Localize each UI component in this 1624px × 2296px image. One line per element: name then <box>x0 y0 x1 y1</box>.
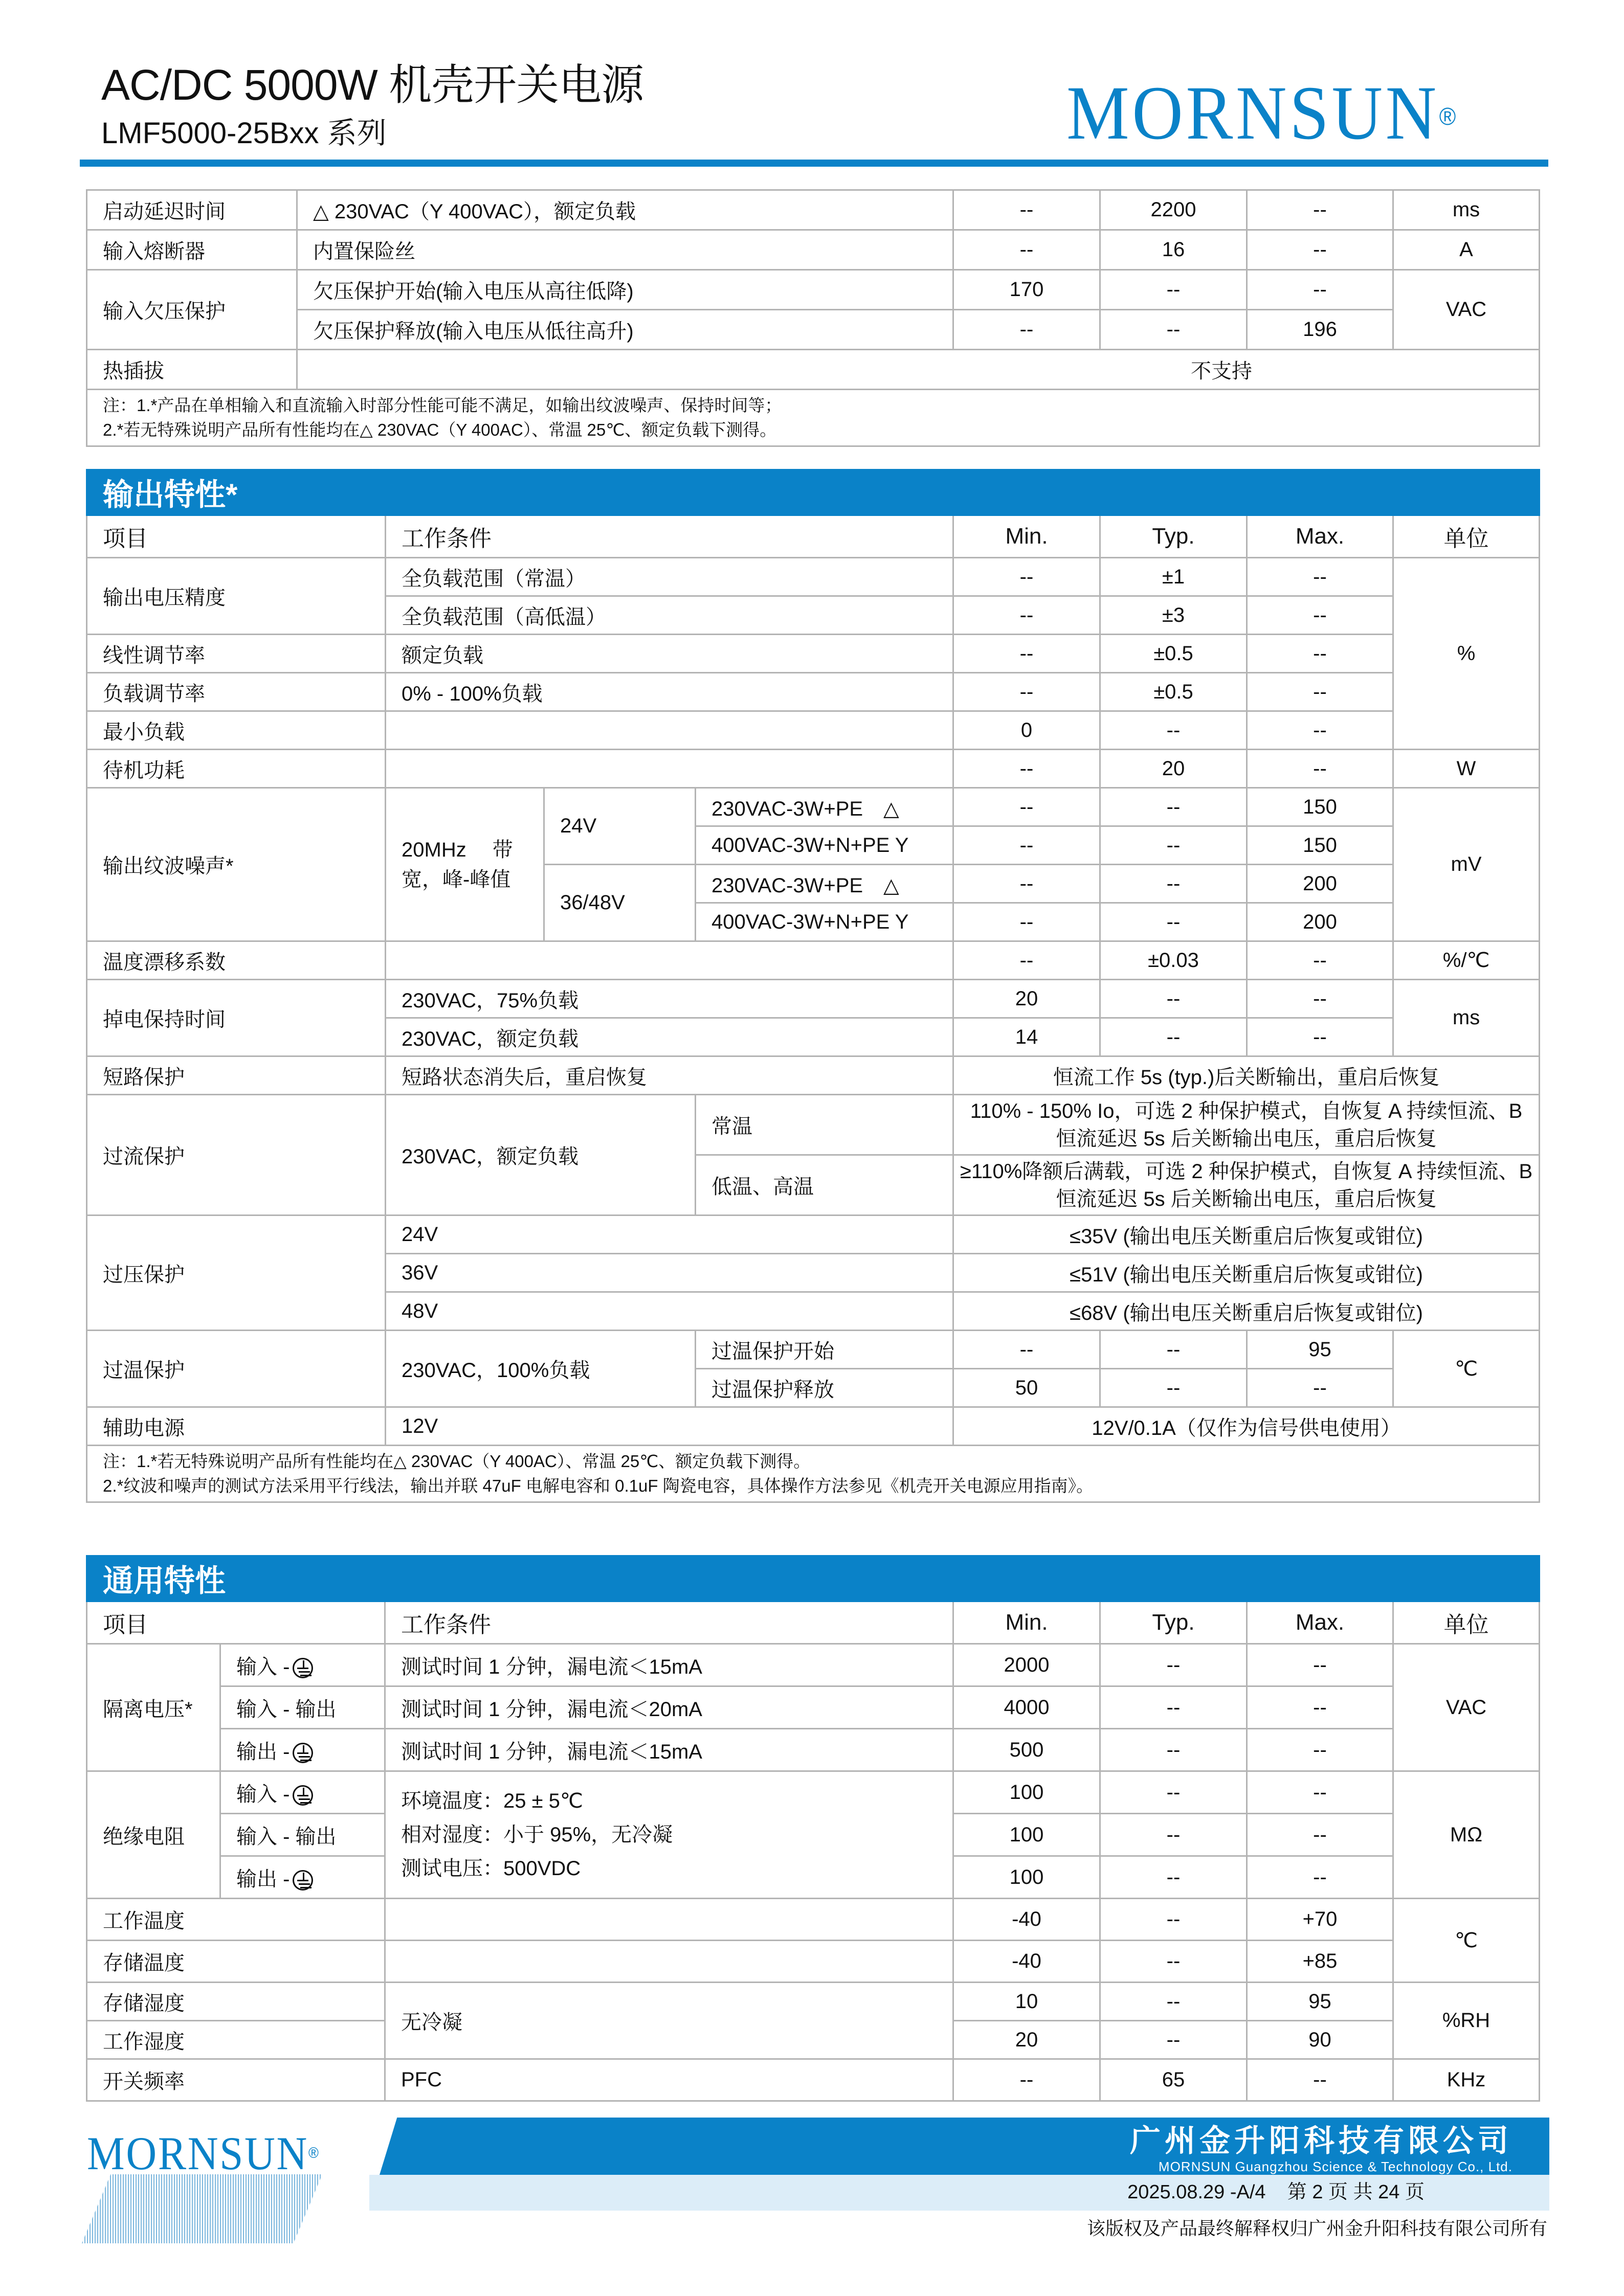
item-label: 启动延迟时间 <box>87 190 297 230</box>
table-row <box>87 2059 1540 2101</box>
min-value: 170 <box>953 270 1100 310</box>
aux-value: 12V/0.1A（仅作为信号供电使用） <box>953 1407 1540 1446</box>
sub-item <box>220 1729 385 1771</box>
table-row <box>87 350 1540 390</box>
table-row <box>87 980 1540 1018</box>
table-row <box>87 1407 1540 1446</box>
max-value: -- <box>1247 1369 1393 1407</box>
min-value: 0 <box>953 711 1100 750</box>
item-label: 存储湿度 <box>87 1983 385 2021</box>
note-1: 注：1.*若无特殊说明产品所有性能均在△ 230VAC（Y 400AC）、常温 25℃、额定负载下测得。 <box>103 1452 811 1471</box>
typ-value: -- <box>1100 865 1247 903</box>
table-row <box>87 673 1540 711</box>
blank-cell <box>385 1941 953 1983</box>
item-label: 掉电保持时间 <box>87 980 386 1056</box>
copyright: 该版权及产品最终解释权归广州金升阳科技有限公司所有 <box>1086 2218 1547 2239</box>
table-header-row <box>87 1602 1540 1644</box>
min-value: -- <box>953 558 1100 596</box>
otp-sub-condition: 过温保护开始 <box>696 1331 953 1369</box>
table-header-row <box>87 515 1540 558</box>
hot-swap-value <box>953 350 1540 390</box>
max-value: -- <box>1247 596 1393 635</box>
typ-value: -- <box>1100 1814 1247 1856</box>
max-value: -- <box>1247 1856 1393 1899</box>
date-revision: 2025.08.29 -A/4 <box>1127 2181 1266 2203</box>
notes-row <box>87 1446 1540 1502</box>
min-value: -- <box>953 1331 1100 1369</box>
ground-icon <box>293 1785 313 1806</box>
section-header <box>87 470 1540 515</box>
max-value: +85 <box>1247 1941 1393 1983</box>
ripple-input: 230VAC-3W+PE △ <box>696 865 953 903</box>
condition: 0% - 100%负载 <box>386 673 953 711</box>
typ-value: -- <box>1100 1331 1247 1369</box>
item-label: 热插拔 <box>87 350 297 390</box>
ovp-value: ≤35V (输出电压关断重启后恢复或钳位) <box>953 1215 1540 1254</box>
blank-cell <box>386 711 953 750</box>
max-value: -- <box>1247 1771 1393 1814</box>
typ-value: ±3 <box>1100 596 1247 635</box>
min-value: 14 <box>953 1018 1100 1056</box>
max-value: -- <box>1247 270 1393 310</box>
table-row <box>87 1899 1540 1941</box>
min-value: -- <box>953 788 1100 826</box>
unit: W <box>1393 750 1540 788</box>
unit: ms <box>1393 190 1540 230</box>
unit: ms <box>1393 980 1540 1056</box>
typ-value: 2200 <box>1100 190 1247 230</box>
header-divider <box>80 160 1548 167</box>
item-label: 负载调节率 <box>87 673 386 711</box>
max-value: 95 <box>1247 1331 1393 1369</box>
otp-sub-condition: 过温保护释放 <box>696 1369 953 1407</box>
mornsun-logo <box>1066 71 1456 155</box>
registered-mark: ® <box>1439 103 1456 130</box>
item-label: 存储温度 <box>87 1941 385 1983</box>
item-label: 工作湿度 <box>87 2021 385 2059</box>
input-characteristics-table <box>86 189 1540 447</box>
table-row <box>87 1056 1540 1095</box>
blank-cell <box>297 350 953 390</box>
typ-value: 16 <box>1100 230 1247 270</box>
sub-item-text: 输入 - <box>236 1655 290 1678</box>
condition: 无冷凝 <box>385 1983 953 2059</box>
document-title: AC/DC 5000W 机壳开关电源 <box>101 61 644 109</box>
sub-item-text: 输出 - <box>236 1867 290 1890</box>
sub-item <box>220 1856 385 1899</box>
min-value: 10 <box>953 1983 1100 2021</box>
table-row <box>87 558 1540 596</box>
header-item: 项目 <box>87 515 386 558</box>
typ-value: -- <box>1100 1941 1247 1983</box>
max-value: -- <box>1247 230 1393 270</box>
ovp-value: ≤68V (输出电压关断重启后恢复或钳位) <box>953 1292 1540 1331</box>
condition: 230VAC，75%负载 <box>386 980 953 1018</box>
typ-value: 65 <box>1100 2059 1247 2101</box>
unit: A <box>1393 230 1540 270</box>
typ-value: -- <box>1100 1686 1247 1729</box>
max-value: -- <box>1247 673 1393 711</box>
min-value: -- <box>953 750 1100 788</box>
min-value: -- <box>953 635 1100 673</box>
typ-value: ±0.5 <box>1100 635 1247 673</box>
condition: 测试时间 1 分钟，漏电流＜15mA <box>385 1644 953 1686</box>
item-label: 输入欠压保护 <box>87 270 297 350</box>
max-value: +70 <box>1247 1899 1393 1941</box>
typ-value: -- <box>1100 1644 1247 1686</box>
max-value: -- <box>1247 190 1393 230</box>
condition: 24V <box>386 1215 953 1254</box>
item-label: 过压保护 <box>87 1215 386 1331</box>
item-label: 输出电压精度 <box>87 558 386 635</box>
condition: 全负载范围（常温） <box>386 558 953 596</box>
min-value: 20 <box>953 2021 1100 2059</box>
table-row <box>87 941 1540 980</box>
unit: KHz <box>1393 2059 1540 2101</box>
item-label: 隔离电压* <box>87 1644 220 1771</box>
condition: 欠压保护释放(输入电压从低往高升) <box>297 310 953 350</box>
header-typ: Typ. <box>1100 515 1247 558</box>
unit: % <box>1393 558 1540 750</box>
max-value: -- <box>1247 1018 1393 1056</box>
ground-icon <box>293 1743 313 1763</box>
max-value: -- <box>1247 1814 1393 1856</box>
footer-logo-text: MORNSUN <box>87 2127 308 2179</box>
item-label: 输入熔断器 <box>87 230 297 270</box>
condition: 额定负载 <box>386 635 953 673</box>
notes <box>87 1446 1540 1502</box>
min-value: 100 <box>953 1856 1100 1899</box>
page-number: 第 2 页 共 24 页 <box>1287 2181 1425 2203</box>
table-row <box>87 270 1540 310</box>
table-row <box>87 1644 1540 1686</box>
min-value: -- <box>953 826 1100 865</box>
table-row <box>87 635 1540 673</box>
header-max: Max. <box>1247 515 1393 558</box>
min-value: -- <box>953 310 1100 350</box>
typ-value: -- <box>1100 310 1247 350</box>
typ-value: ±0.5 <box>1100 673 1247 711</box>
item-label: 过流保护 <box>87 1095 386 1215</box>
general-characteristics-table <box>86 1555 1540 2102</box>
item-label: 短路保护 <box>87 1056 386 1095</box>
ground-icon <box>293 1658 313 1678</box>
section-header <box>87 1556 1540 1602</box>
min-value: 4000 <box>953 1686 1100 1729</box>
max-value: -- <box>1247 1644 1393 1686</box>
ovp-value: ≤51V (输出电压关断重启后恢复或钳位) <box>953 1254 1540 1292</box>
sub-item: 输入 - 输出 <box>220 1686 385 1729</box>
max-value: 150 <box>1247 788 1393 826</box>
item-label: 线性调节率 <box>87 635 386 673</box>
table-row <box>87 1095 1540 1155</box>
condition: 12V <box>386 1407 953 1446</box>
table-row <box>87 1686 1540 1729</box>
typ-value: -- <box>1100 1771 1247 1814</box>
note-2: 2.*若无特殊说明产品所有性能均在△ 230VAC（Y 400AC）、常温 25℃、额定负载下测得。 <box>103 420 777 439</box>
notes-row <box>87 390 1540 446</box>
company-name-cn: 广州金升阳科技有限公司 <box>1130 2124 1512 2158</box>
notes <box>87 390 1540 446</box>
logo-text: MORNSUN <box>1066 71 1439 155</box>
max-value: -- <box>1247 1686 1393 1729</box>
max-value: 150 <box>1247 826 1393 865</box>
min-value: -- <box>953 596 1100 635</box>
condition: PFC <box>385 2059 953 2101</box>
header-typ: Typ. <box>1100 1602 1247 1644</box>
section-title: 输出特性* <box>87 470 1540 515</box>
condition: 230VAC，额定负载 <box>386 1018 953 1056</box>
typ-value: -- <box>1100 1018 1247 1056</box>
condition-line: 测试电压：500VDC <box>401 1857 581 1880</box>
revision-info <box>1127 2180 1425 2204</box>
blank-cell <box>386 941 953 980</box>
table-row <box>87 190 1540 230</box>
header-item: 项目 <box>87 1602 385 1644</box>
typ-value: -- <box>1100 788 1247 826</box>
unit: VAC <box>1393 1644 1540 1771</box>
ripple-condition: 20MHz 带宽，峰-峰值 <box>386 788 544 941</box>
condition: 36V <box>386 1254 953 1292</box>
max-value: -- <box>1247 711 1393 750</box>
unit: VAC <box>1393 270 1540 350</box>
document-subtitle: LMF5000-25Bxx 系列 <box>101 117 387 150</box>
item-label: 最小负载 <box>87 711 386 750</box>
ripple-input: 230VAC-3W+PE △ <box>696 788 953 826</box>
condition: 48V <box>386 1292 953 1331</box>
table-row <box>87 1729 1540 1771</box>
typ-value: -- <box>1100 826 1247 865</box>
footer-logo <box>87 2127 319 2179</box>
sub-item <box>220 1771 385 1814</box>
hot-swap-text: 不支持 <box>1191 360 1252 382</box>
table-row <box>87 1983 1540 2021</box>
table-row <box>87 1331 1540 1369</box>
table-row <box>87 1941 1540 1983</box>
registered-mark: ® <box>308 2145 319 2162</box>
item-label: 输出纹波噪声* <box>87 788 386 941</box>
condition: 全负载范围（高低温） <box>386 596 953 635</box>
header-unit: 单位 <box>1393 1602 1540 1644</box>
ground-icon <box>293 1870 313 1890</box>
item-label: 过温保护 <box>87 1331 386 1407</box>
unit: %/℃ <box>1393 941 1540 980</box>
condition: 测试时间 1 分钟，漏电流＜15mA <box>385 1729 953 1771</box>
sub-item-text: 输出 - <box>236 1740 290 1763</box>
table-row <box>87 750 1540 788</box>
table-row <box>87 1771 1540 1814</box>
condition: 短路状态消失后，重启恢复 <box>386 1056 953 1095</box>
ocp-value: 110% - 150% Io，可选 2 种保护模式，自恢复 A 持续恒流、B 恒流延迟 5s 后关断输出电压，重启后恢复 <box>953 1095 1540 1155</box>
max-value: -- <box>1247 980 1393 1018</box>
item-label: 绝缘电阻 <box>87 1771 220 1899</box>
table-row <box>87 711 1540 750</box>
typ-value: ±1 <box>1100 558 1247 596</box>
condition-line: 相对湿度：小于 95%，无冷凝 <box>401 1824 673 1846</box>
max-value: -- <box>1247 750 1393 788</box>
typ-value: -- <box>1100 980 1247 1018</box>
min-value: 100 <box>953 1814 1100 1856</box>
max-value: 200 <box>1247 903 1393 941</box>
table-row <box>87 230 1540 270</box>
condition: 欠压保护开始(输入电压从高往低降) <box>297 270 953 310</box>
min-value: 20 <box>953 980 1100 1018</box>
item-label: 开关频率 <box>87 2059 385 2101</box>
condition: 测试时间 1 分钟，漏电流＜20mA <box>385 1686 953 1729</box>
unit: MΩ <box>1393 1771 1540 1899</box>
unit: %RH <box>1393 1983 1540 2059</box>
min-value: -- <box>953 865 1100 903</box>
typ-value: -- <box>1100 1369 1247 1407</box>
condition: 230VAC，额定负载 <box>386 1095 696 1215</box>
header-condition: 工作条件 <box>385 1602 953 1644</box>
output-characteristics-table <box>86 469 1540 1503</box>
min-value: -40 <box>953 1899 1100 1941</box>
blank-cell <box>385 1899 953 1941</box>
footer-hatch-decoration <box>82 2174 322 2243</box>
item-label: 温度漂移系数 <box>87 941 386 980</box>
max-value: 90 <box>1247 2021 1393 2059</box>
table-row <box>87 788 1540 826</box>
typ-value: -- <box>1100 1729 1247 1771</box>
company-name-en: MORNSUN Guangzhou Science & Technology Co., Ltd. <box>1158 2159 1512 2174</box>
header-unit: 单位 <box>1393 515 1540 558</box>
header-condition: 工作条件 <box>386 515 953 558</box>
typ-value: -- <box>1100 1983 1247 2021</box>
max-value: -- <box>1247 1729 1393 1771</box>
typ-value: -- <box>1100 1899 1247 1941</box>
section-title: 通用特性 <box>87 1556 1540 1602</box>
typ-value: -- <box>1100 903 1247 941</box>
condition: △ 230VAC（Y 400VAC），额定负载 <box>297 190 953 230</box>
unit: ℃ <box>1393 1331 1540 1407</box>
max-value: -- <box>1247 2059 1393 2101</box>
ocp-value: ≥110%降额后满载，可选 2 种保护模式，自恢复 A 持续恒流、B 恒流延迟 5s 后关断输出电压，重启后恢复 <box>953 1155 1540 1215</box>
ripple-voltage: 36/48V <box>544 865 696 941</box>
ripple-voltage: 24V <box>544 788 696 865</box>
min-value: -- <box>953 230 1100 270</box>
typ-value: -- <box>1100 711 1247 750</box>
table-row <box>87 1215 1540 1254</box>
condition-line: 环境温度：25 ± 5℃ <box>401 1790 583 1812</box>
unit: mV <box>1393 788 1540 941</box>
sub-item: 输入 - 输出 <box>220 1814 385 1856</box>
typ-value: 20 <box>1100 750 1247 788</box>
max-value: 95 <box>1247 1983 1393 2021</box>
min-value: -- <box>953 2059 1100 2101</box>
min-value: -- <box>953 941 1100 980</box>
item-label: 待机功耗 <box>87 750 386 788</box>
item-label: 辅助电源 <box>87 1407 386 1446</box>
header-max: Max. <box>1247 1602 1393 1644</box>
header-min: Min. <box>953 515 1100 558</box>
table-row <box>87 310 1540 350</box>
min-value: -- <box>953 673 1100 711</box>
max-value: 200 <box>1247 865 1393 903</box>
min-value: -- <box>953 190 1100 230</box>
min-value: -- <box>953 903 1100 941</box>
note-1: 注：1.*产品在单相输入和直流输入时部分性能可能不满足，如输出纹波噪声、保持时间等； <box>103 396 782 415</box>
ocp-sub-condition: 低温、高温 <box>696 1155 953 1215</box>
sub-item-text: 输入 - <box>236 1783 290 1806</box>
max-value: -- <box>1247 635 1393 673</box>
min-value: 50 <box>953 1369 1100 1407</box>
min-value: -40 <box>953 1941 1100 1983</box>
min-value: 2000 <box>953 1644 1100 1686</box>
max-value: -- <box>1247 558 1393 596</box>
short-circuit-value: 恒流工作 5s (typ.)后关断输出，重启后恢复 <box>953 1056 1540 1095</box>
unit: ℃ <box>1393 1899 1540 1983</box>
header-min: Min. <box>953 1602 1100 1644</box>
item-label: 工作温度 <box>87 1899 385 1941</box>
typ-value: -- <box>1100 2021 1247 2059</box>
sub-item <box>220 1644 385 1686</box>
ripple-input: 400VAC-3W+N+PE Y <box>696 903 953 941</box>
note-2: 2.*纹波和噪声的测试方法采用平行线法，输出并联 47uF 电解电容和 0.1uF 陶瓷电容，具体操作方法参见《机壳开关电源应用指南》。 <box>103 1476 1094 1495</box>
condition: 内置保险丝 <box>297 230 953 270</box>
typ-value: -- <box>1100 270 1247 310</box>
ocp-sub-condition: 常温 <box>696 1095 953 1155</box>
max-value: -- <box>1247 941 1393 980</box>
insulation-conditions <box>385 1771 953 1899</box>
min-value: 500 <box>953 1729 1100 1771</box>
blank-cell <box>386 750 953 788</box>
min-value: 100 <box>953 1771 1100 1814</box>
typ-value: ±0.03 <box>1100 941 1247 980</box>
condition: 230VAC，100%负载 <box>386 1331 696 1407</box>
ripple-input: 400VAC-3W+N+PE Y <box>696 826 953 865</box>
typ-value: -- <box>1100 1856 1247 1899</box>
max-value: 196 <box>1247 310 1393 350</box>
